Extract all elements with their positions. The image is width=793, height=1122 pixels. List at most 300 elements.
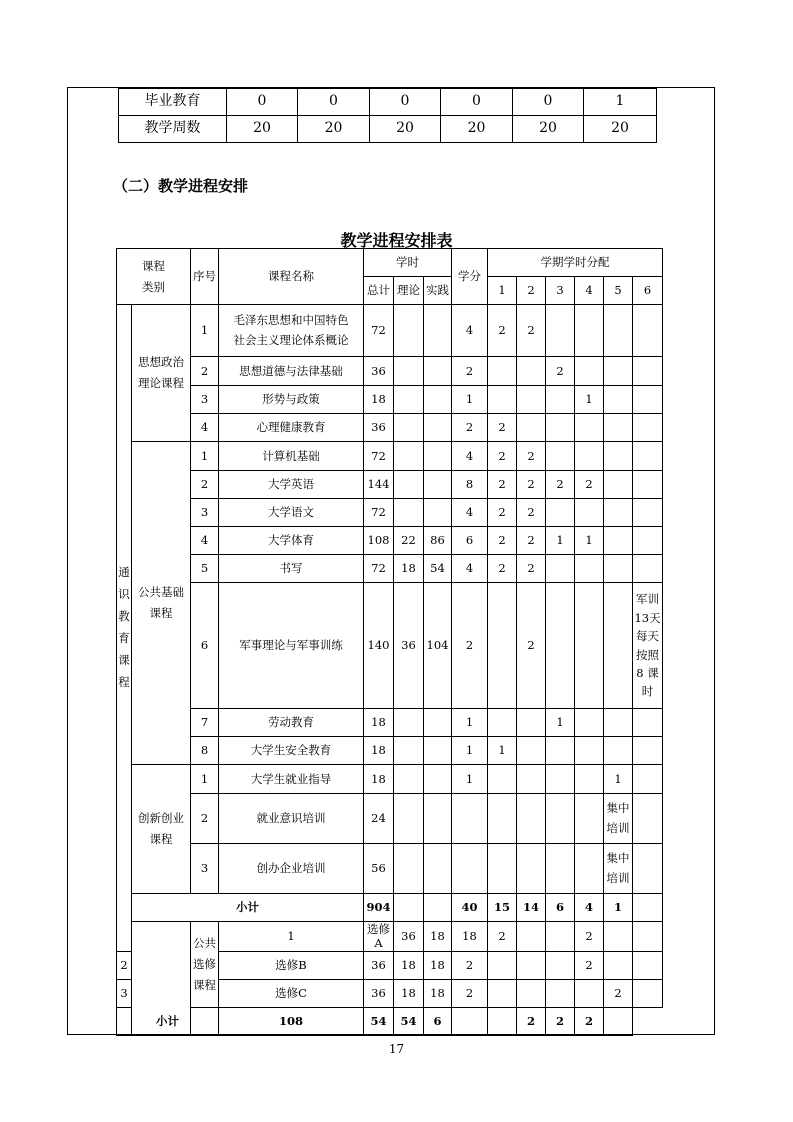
semester-hours	[546, 414, 575, 442]
credits: 2	[452, 951, 488, 979]
note-line: 每天	[636, 629, 660, 644]
semester-hours	[633, 737, 663, 765]
semester-hours: 1	[546, 527, 575, 555]
course-name: 大学生就业指导	[219, 765, 364, 794]
semester-hours	[517, 414, 546, 442]
semester-hours	[546, 555, 575, 583]
semester-hours	[633, 414, 663, 442]
theory-hours: 22	[394, 527, 424, 555]
semester-hours	[546, 499, 575, 527]
semester-hours	[604, 951, 633, 979]
note-line: 集中	[606, 800, 630, 815]
course-name: 书写	[219, 555, 364, 583]
course-name: 军事理论与军事训练	[219, 583, 364, 709]
total-hours: 72	[364, 442, 394, 471]
semester-hours	[604, 499, 633, 527]
header-semester: 6	[633, 277, 663, 305]
semester-hours: 2	[575, 1007, 604, 1035]
semester-hours	[517, 844, 546, 894]
table-row	[117, 357, 663, 386]
semester-hours	[633, 979, 663, 1007]
note-line: 按照	[636, 647, 660, 662]
course-name: 思想道德与法律基础	[219, 357, 364, 386]
seq-cell: 2	[191, 357, 219, 386]
table-row	[117, 555, 663, 583]
semester-hours: 2	[546, 357, 575, 386]
header-theory: 理论	[394, 277, 424, 305]
total-hours: 904	[364, 894, 394, 922]
course-name: 劳动教育	[219, 709, 364, 737]
cell: 0	[298, 89, 370, 116]
header-category	[117, 249, 191, 305]
seq-cell: 7	[191, 709, 219, 737]
semester-hours: 6	[546, 894, 575, 922]
semester-hours	[546, 951, 575, 979]
header-semester: 2	[517, 277, 546, 305]
semester-hours	[575, 357, 604, 386]
seq-cell: 4	[191, 414, 219, 442]
weeks-summary-table	[118, 88, 657, 143]
semester-hours	[575, 442, 604, 471]
theory-hours	[394, 709, 424, 737]
group-label: 公共选修	[193, 936, 216, 972]
practice-hours	[424, 442, 452, 471]
semester-hours	[517, 357, 546, 386]
page-number: 17	[388, 1042, 405, 1056]
semester-hours	[604, 305, 633, 357]
seq-cell: 3	[191, 844, 219, 894]
semester-hours: 2	[517, 527, 546, 555]
header-seq: 序号	[191, 249, 219, 305]
semester-hours	[575, 979, 604, 1007]
theory-hours	[394, 471, 424, 499]
seq-cell: 3	[191, 386, 219, 414]
credits: 2	[452, 583, 488, 709]
semester-hours	[575, 305, 604, 357]
table-row	[117, 737, 663, 765]
note-line: 13天	[634, 610, 661, 625]
semester-hours: 2	[546, 471, 575, 499]
practice-hours	[424, 414, 452, 442]
semester-hours	[604, 583, 633, 709]
row-label: 教学周数	[119, 116, 227, 143]
semester-hours	[604, 527, 633, 555]
semester-hours	[633, 471, 663, 499]
total-hours: 18	[364, 386, 394, 414]
semester-hours	[604, 922, 633, 952]
total-hours: 56	[364, 844, 394, 894]
group-innovation	[132, 765, 191, 894]
semester-hours: 1	[546, 709, 575, 737]
note-line: 集中	[606, 850, 630, 865]
semester-hours	[546, 583, 575, 709]
practice-hours	[424, 894, 452, 922]
header-hours: 学时	[364, 249, 452, 277]
semester-hours: 1	[488, 737, 517, 765]
seq-cell: 4	[191, 527, 219, 555]
table-row	[117, 922, 663, 952]
semester-hours	[517, 979, 546, 1007]
credits	[452, 794, 488, 844]
semester-hours	[633, 305, 663, 357]
practice-hours: 18	[424, 979, 452, 1007]
semester-hours: 2	[517, 471, 546, 499]
theory-hours	[394, 765, 424, 794]
table-row	[117, 305, 663, 357]
cell: 20	[227, 116, 298, 143]
course-name: 形势与政策	[219, 386, 364, 414]
credits: 1	[452, 737, 488, 765]
seq-cell: 1	[191, 765, 219, 794]
military-training-note	[633, 583, 663, 709]
cell: 0	[441, 89, 513, 116]
header-credits: 学分	[452, 249, 488, 305]
group-label: 课程	[193, 977, 216, 992]
table-row	[117, 442, 663, 471]
note-line: 8 课	[636, 665, 659, 680]
note-line: 军训	[636, 592, 660, 607]
total-hours: 36	[364, 414, 394, 442]
semester-hours: 2	[517, 499, 546, 527]
cell: 20	[370, 116, 441, 143]
theory-hours	[394, 442, 424, 471]
semester-hours: 2	[575, 951, 604, 979]
credits: 2	[452, 357, 488, 386]
semester-hours: 2	[575, 922, 604, 952]
semester-hours: 2	[575, 471, 604, 499]
total-hours: 108	[364, 527, 394, 555]
semester-hours: 2	[604, 979, 633, 1007]
group-basic	[132, 442, 191, 765]
credits: 4	[452, 305, 488, 357]
semester-hours	[517, 794, 546, 844]
semester-hours	[546, 386, 575, 414]
theory-hours	[394, 499, 424, 527]
semester-hours: 2	[488, 555, 517, 583]
semester-hours	[604, 357, 633, 386]
semester-hours: 1	[575, 527, 604, 555]
credits: 4	[452, 442, 488, 471]
seq-cell: 8	[191, 737, 219, 765]
semester-hours	[633, 386, 663, 414]
semester-hours: 1	[575, 386, 604, 414]
cell: 20	[298, 116, 370, 143]
semester-hours	[633, 894, 663, 922]
semester-hours: 2	[517, 555, 546, 583]
semester-hours: 2	[488, 471, 517, 499]
semester-hours	[546, 737, 575, 765]
total-hours: 140	[364, 583, 394, 709]
semester-hours	[604, 709, 633, 737]
total-hours: 18	[364, 765, 394, 794]
seq-cell: 3	[191, 499, 219, 527]
practice-hours: 54	[394, 1007, 424, 1035]
semester-hours	[517, 709, 546, 737]
practice-hours	[424, 386, 452, 414]
semester-hours	[575, 765, 604, 794]
subtotal-row	[117, 894, 663, 922]
total-hours: 72	[364, 499, 394, 527]
semester-hours	[633, 357, 663, 386]
theory-hours: 18	[424, 922, 452, 952]
semester-hours	[575, 499, 604, 527]
total-hours: 18	[364, 709, 394, 737]
semester-hours	[488, 794, 517, 844]
semester-hours	[546, 794, 575, 844]
total-hours: 36	[364, 979, 394, 1007]
table-row	[117, 844, 663, 894]
total-hours: 18	[364, 737, 394, 765]
practice-hours	[424, 499, 452, 527]
header-course-name: 课程名称	[219, 249, 364, 305]
semester-hours	[604, 555, 633, 583]
course-name: 大学体育	[219, 527, 364, 555]
semester-hours	[604, 442, 633, 471]
table-row	[117, 471, 663, 499]
table-row	[117, 709, 663, 737]
seq-cell: 1	[219, 922, 364, 952]
general-education-category	[117, 305, 132, 952]
credits: 1	[452, 765, 488, 794]
group-label: 课程	[149, 606, 173, 620]
course-name-line: 社会主义理论体系概论	[233, 332, 349, 347]
semester-hours	[633, 922, 663, 952]
theory-hours	[394, 414, 424, 442]
semester-hours	[517, 922, 546, 952]
category-char: 课	[118, 652, 130, 667]
practice-hours	[424, 357, 452, 386]
seq-cell: 2	[191, 471, 219, 499]
centralized-training	[604, 844, 633, 894]
semester-hours: 1	[604, 765, 633, 794]
semester-hours	[633, 951, 663, 979]
header-semester: 5	[604, 277, 633, 305]
course-name: 大学语文	[219, 499, 364, 527]
theory-hours	[394, 794, 424, 844]
theory-hours	[394, 737, 424, 765]
seq-cell: 2	[191, 794, 219, 844]
semester-hours: 2	[488, 305, 517, 357]
semester-hours: 1	[604, 894, 633, 922]
category-char: 教	[118, 609, 130, 624]
header-semester: 3	[546, 277, 575, 305]
practice-hours: 104	[424, 583, 452, 709]
cell: 20	[584, 116, 657, 143]
group-label: 公共基础	[138, 585, 184, 600]
category-char: 程	[118, 674, 130, 689]
theory-hours	[394, 844, 424, 894]
table-row	[117, 386, 663, 414]
semester-hours: 2	[488, 414, 517, 442]
teaching-schedule-table	[116, 248, 663, 1036]
credits: 40	[452, 894, 488, 922]
practice-hours	[424, 794, 452, 844]
semester-hours	[488, 1007, 517, 1035]
category-char: 育	[118, 630, 130, 645]
credits: 6	[424, 1007, 452, 1035]
course-name: 选修C	[219, 979, 364, 1007]
semester-hours	[488, 979, 517, 1007]
semester-hours	[633, 555, 663, 583]
semester-hours: 2	[517, 305, 546, 357]
semester-hours: 2	[488, 499, 517, 527]
category-char: 识	[118, 587, 130, 602]
semester-hours	[633, 709, 663, 737]
semester-hours	[575, 414, 604, 442]
seq-cell: 2	[117, 951, 132, 979]
theory-hours	[394, 386, 424, 414]
practice-hours: 18	[424, 951, 452, 979]
semester-hours: 15	[488, 894, 517, 922]
semester-hours	[517, 386, 546, 414]
course-name: 心理健康教育	[219, 414, 364, 442]
theory-hours: 54	[364, 1007, 394, 1035]
group-label: 理论课程	[138, 376, 184, 390]
semester-hours: 2	[517, 442, 546, 471]
credits: 2	[452, 979, 488, 1007]
semester-hours	[546, 442, 575, 471]
credits: 8	[452, 471, 488, 499]
table-row	[117, 794, 663, 844]
semester-hours	[604, 1007, 633, 1035]
practice-hours	[424, 471, 452, 499]
seq-cell: 1	[191, 442, 219, 471]
semester-hours	[633, 765, 663, 794]
practice-hours: 18	[452, 922, 488, 952]
semester-hours	[604, 471, 633, 499]
header-semester: 4	[575, 277, 604, 305]
total-hours: 36	[394, 922, 424, 952]
semester-hours	[517, 737, 546, 765]
semester-hours	[488, 709, 517, 737]
total-hours: 72	[364, 305, 394, 357]
table-row	[117, 765, 663, 794]
semester-hours	[517, 951, 546, 979]
table-row	[117, 414, 663, 442]
theory-hours: 18	[394, 979, 424, 1007]
total-hours: 108	[219, 1007, 364, 1035]
practice-hours: 86	[424, 527, 452, 555]
table-title: 教学进程安排表	[340, 231, 453, 250]
header-category-line2: 类别	[142, 279, 165, 294]
semester-hours	[517, 765, 546, 794]
semester-hours	[452, 1007, 488, 1035]
row-label: 毕业教育	[119, 89, 227, 116]
practice-hours	[424, 765, 452, 794]
theory-hours	[394, 357, 424, 386]
semester-hours: 2	[488, 442, 517, 471]
centralized-training	[604, 794, 633, 844]
seq-cell: 5	[191, 555, 219, 583]
subtotal-label: 小计	[117, 1007, 219, 1035]
semester-hours	[633, 442, 663, 471]
practice-hours	[424, 709, 452, 737]
total-hours: 36	[364, 951, 394, 979]
credits: 6	[452, 527, 488, 555]
credits: 1	[452, 709, 488, 737]
semester-hours	[488, 357, 517, 386]
semester-hours	[546, 844, 575, 894]
table-row	[117, 499, 663, 527]
semester-hours	[604, 737, 633, 765]
course-name: 就业意识培训	[219, 794, 364, 844]
cell: 20	[441, 116, 513, 143]
semester-hours	[488, 844, 517, 894]
semester-hours	[575, 583, 604, 709]
semester-hours	[488, 386, 517, 414]
seq-cell: 1	[191, 305, 219, 357]
semester-hours: 2	[517, 583, 546, 709]
credits: 1	[452, 386, 488, 414]
semester-hours: 2	[517, 1007, 546, 1035]
semester-hours	[546, 305, 575, 357]
semester-hours	[575, 794, 604, 844]
cell: 0	[513, 89, 584, 116]
theory-hours: 18	[394, 555, 424, 583]
course-name: 创办企业培训	[219, 844, 364, 894]
group-label: 思想政治	[138, 355, 184, 370]
group-politics	[132, 305, 191, 442]
table-row	[119, 116, 657, 143]
theory-hours	[394, 305, 424, 357]
note-line: 培训	[606, 870, 630, 885]
semester-hours	[488, 583, 517, 709]
practice-hours: 54	[424, 555, 452, 583]
credits	[452, 844, 488, 894]
course-name: 计算机基础	[219, 442, 364, 471]
table-row	[117, 583, 663, 709]
semester-hours	[546, 765, 575, 794]
credits: 4	[452, 555, 488, 583]
theory-hours: 18	[394, 951, 424, 979]
section-heading: （二）教学进程安排	[113, 177, 249, 195]
credits: 2	[488, 922, 517, 952]
note-line: 培训	[606, 820, 630, 835]
semester-hours	[575, 844, 604, 894]
table-row	[117, 527, 663, 555]
seq-cell: 3	[117, 979, 132, 1007]
semester-hours	[633, 499, 663, 527]
semester-hours: 2	[488, 527, 517, 555]
total-hours: 36	[364, 357, 394, 386]
total-hours: 72	[364, 555, 394, 583]
semester-hours	[488, 951, 517, 979]
header-semester: 1	[488, 277, 517, 305]
category-char: 通	[118, 565, 130, 580]
semester-hours	[488, 765, 517, 794]
course-name: 大学英语	[219, 471, 364, 499]
semester-hours	[546, 979, 575, 1007]
semester-hours	[575, 737, 604, 765]
credits: 2	[452, 414, 488, 442]
group-elective	[191, 922, 219, 1008]
group-label: 创新创业	[138, 811, 184, 826]
theory-hours: 36	[394, 583, 424, 709]
course-name: 大学生安全教育	[219, 737, 364, 765]
table-row	[119, 89, 657, 116]
semester-hours	[575, 709, 604, 737]
total-hours: 24	[364, 794, 394, 844]
credits: 4	[452, 499, 488, 527]
total-hours: 144	[364, 471, 394, 499]
practice-hours	[424, 305, 452, 357]
seq-cell: 6	[191, 583, 219, 709]
header-practice: 实践	[424, 277, 452, 305]
semester-hours: 14	[517, 894, 546, 922]
course-name	[219, 305, 364, 357]
course-name: 选修A	[364, 922, 394, 952]
header-category-line1: 课程	[142, 259, 165, 274]
